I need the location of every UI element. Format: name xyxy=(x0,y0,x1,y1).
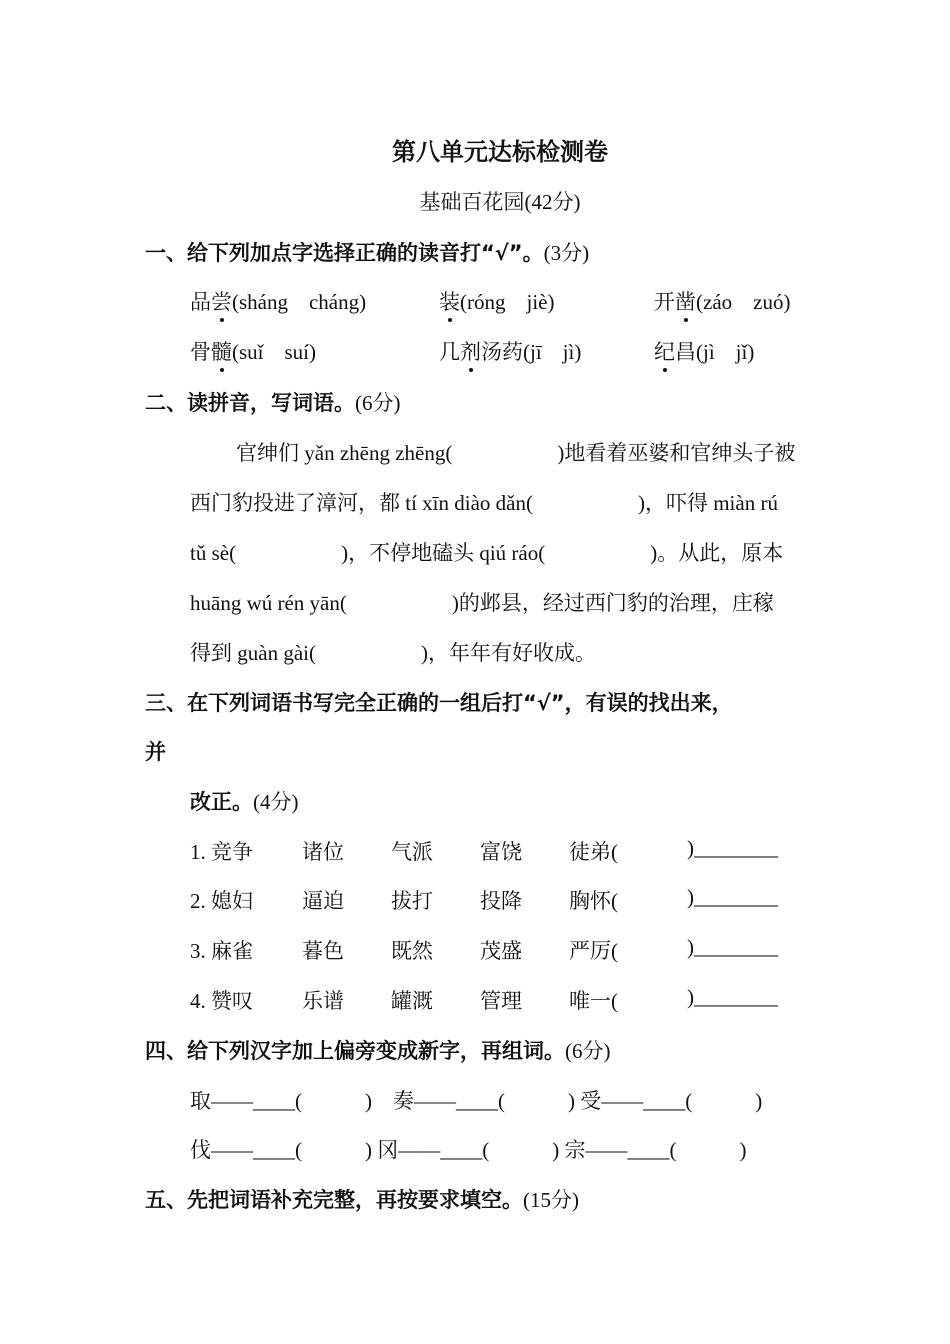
question-2-heading: 二、读拼音，写词语。(6分) xyxy=(145,391,401,415)
question-3-heading-cont: 并 xyxy=(145,740,166,764)
q1-item: 装(róng jiè) xyxy=(439,286,554,316)
question-1-heading: 一、给下列加点字选择正确的读音打“√”。(3分) xyxy=(145,241,590,265)
q1-item: 骨髓(suǐ suí) xyxy=(190,336,316,366)
answer-blank[interactable]: )________ xyxy=(687,935,778,959)
page-title: 第八单元达标检测卷 xyxy=(392,138,608,166)
question-5-heading: 五、先把词语补充完整，再按要求填空。(15分) xyxy=(145,1188,579,1212)
answer-blank[interactable]: )________ xyxy=(687,985,778,1009)
section-subtitle: 基础百花园(42分) xyxy=(419,190,581,214)
q1-item: 几剂汤药(jī jì) xyxy=(439,336,581,366)
q1-item: 品尝(sháng cháng) xyxy=(190,286,366,316)
q1-item: 开凿(záo zuó) xyxy=(654,286,790,316)
q1-item: 纪昌(jì jǐ) xyxy=(654,336,754,366)
question-3-heading: 三、在下列词语书写完全正确的一组后打“√”，有误的找出来， xyxy=(145,691,733,715)
q2-passage-line: 官绅们 yǎn zhēng zhēng( )地看着巫婆和官绅头子被 xyxy=(236,441,796,465)
q2-passage-line: 得到 guàn gài( )，年年有好收成。 xyxy=(190,641,596,665)
q2-passage-line: huāng wú rén yān( )的邺县，经过西门豹的治理，庄稼 xyxy=(190,591,774,615)
q4-line: 取——____( ) 奏——____( ) 受——____( ) xyxy=(190,1089,763,1113)
answer-blank[interactable]: )________ xyxy=(687,836,778,860)
q2-passage-line: 西门豹投进了漳河，都 tí xīn diào dǎn( )，吓得 miàn rú xyxy=(190,491,778,515)
question-4-heading: 四、给下列汉字加上偏旁变成新字，再组词。(6分) xyxy=(145,1039,611,1063)
answer-blank[interactable]: )________ xyxy=(687,885,778,909)
q4-line: 伐——____( ) 冈——____( ) 宗——____( ) xyxy=(190,1138,747,1162)
q2-passage-line: tǔ sè( )，不停地磕头 qiú ráo( )。从此，原本 xyxy=(190,541,784,565)
question-3-heading-cont: 改正。(4分) xyxy=(190,790,299,814)
